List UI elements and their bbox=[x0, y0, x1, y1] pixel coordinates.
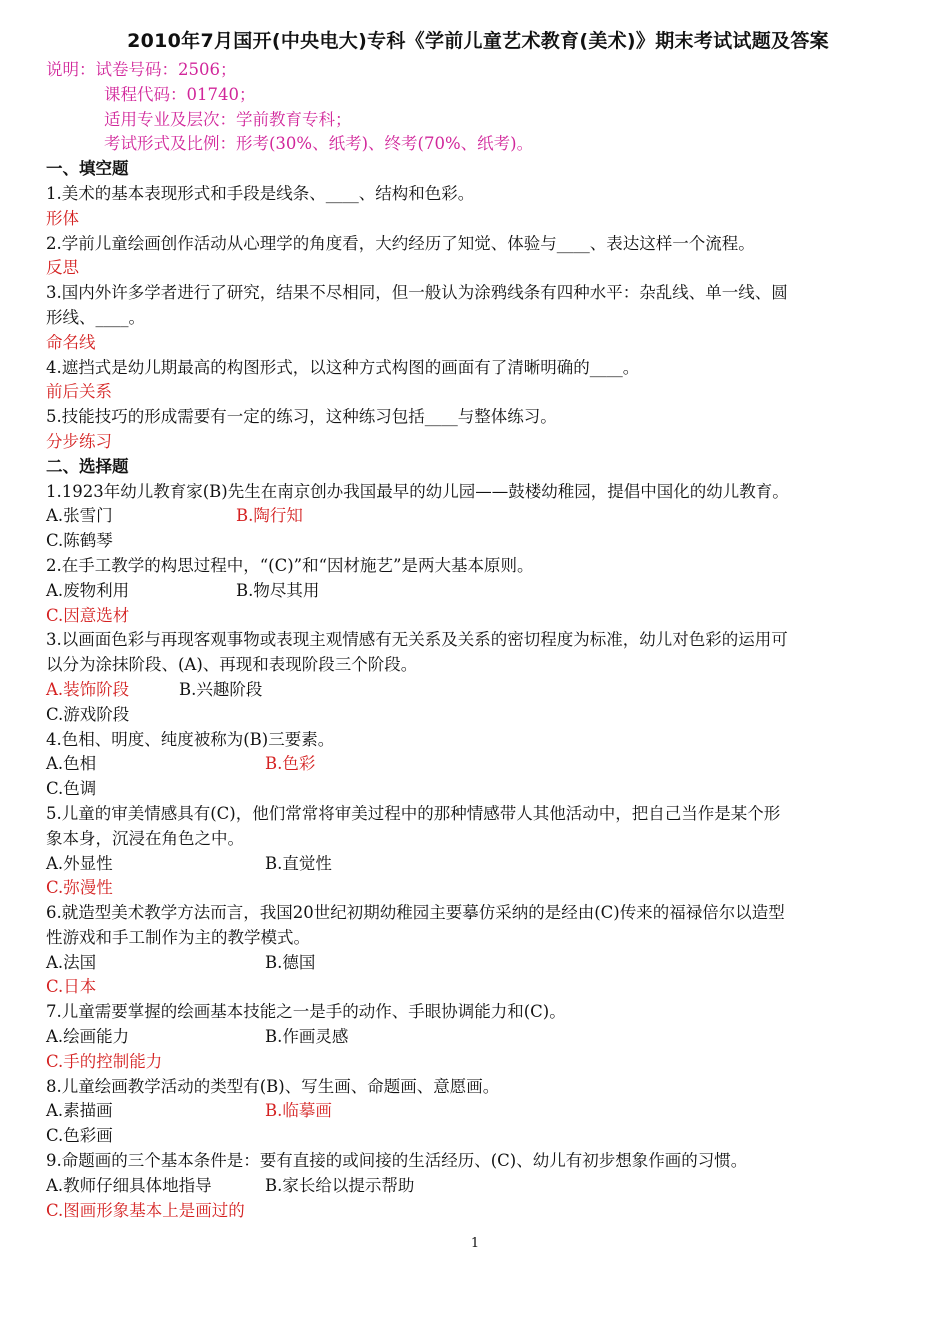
option-c: C.色调 bbox=[46, 779, 97, 799]
option-a-correct: A.装饰阶段 bbox=[46, 679, 130, 699]
option-b: B.物尽其用 bbox=[236, 580, 320, 600]
choice-question-9: 9.命题画的三个基本条件是：要有直接的或间接的生活经历、(C)、幼儿有初步想象作画的习惯。 bbox=[46, 1151, 748, 1171]
choice-options-9 bbox=[46, 1174, 910, 1199]
fill-question-4: 4.遮挡式是幼儿期最高的构图形式，以这种方式构图的画面有了清晰明确的____。 bbox=[46, 357, 640, 377]
option-b: B.直觉性 bbox=[265, 853, 332, 873]
choice-question-5-line-1: 5.儿童的审美情感具有(C)，他们常常将审美过程中的那种情感带人其他活动中，把自己当作是某个形 bbox=[46, 803, 781, 823]
page-title: 2010年7月国开(中央电大)专科《学前儿童艺术教育(美术)》期末考试试题及答案 bbox=[127, 30, 829, 52]
choice-options-3 bbox=[46, 678, 910, 703]
option-c-correct: C.因意选材 bbox=[46, 605, 130, 625]
option-a: A.外显性 bbox=[46, 853, 113, 873]
option-c-correct: C.弥漫性 bbox=[46, 878, 113, 898]
option-b: B.兴趣阶段 bbox=[179, 679, 263, 699]
exam-note-major: 适用专业及层次：学前教育专科； bbox=[104, 109, 352, 129]
choice-options-5 bbox=[46, 852, 910, 877]
fill-question-3-line-2: 形线、____。 bbox=[46, 307, 145, 327]
option-a: A.素描画 bbox=[46, 1101, 113, 1121]
choice-question-3-line-2: 以分为涂抹阶段、(A)、再现和表现阶段三个阶段。 bbox=[46, 655, 418, 675]
choice-options-7 bbox=[46, 1025, 910, 1050]
option-a: A.色相 bbox=[46, 754, 97, 774]
fill-question-5: 5.技能技巧的形成需要有一定的练习，这种练习包括____与整体练习。 bbox=[46, 407, 557, 427]
choice-options-4 bbox=[46, 752, 910, 777]
option-c: C.色彩画 bbox=[46, 1126, 113, 1146]
fill-answer-3: 命名线 bbox=[46, 332, 96, 352]
fill-question-3-line-1: 3.国内外许多学者进行了研究，结果不尽相同，但一般认为涂鸦线条有四种水平：杂乱线、单一线、圆 bbox=[46, 283, 788, 303]
option-c: C.陈鹤琴 bbox=[46, 531, 113, 551]
choice-question-5-line-2: 象本身，沉浸在角色之中。 bbox=[46, 828, 244, 848]
option-c-correct: C.图画形象基本上是画过的 bbox=[46, 1200, 245, 1220]
option-a: A.法国 bbox=[46, 952, 97, 972]
option-c: C.游戏阶段 bbox=[46, 704, 130, 724]
option-c-correct: C.日本 bbox=[46, 977, 97, 997]
choice-question-7: 7.儿童需要掌握的绘画基本技能之一是手的动作、手眼协调能力和(C)。 bbox=[46, 1002, 566, 1022]
fill-question-2: 2.学前儿童绘画创作活动从心理学的角度看，大约经历了知觉、体验与____、表达这样一个流程。 bbox=[46, 233, 755, 253]
choice-question-6-line-2: 性游戏和手工制作为主的教学模式。 bbox=[46, 927, 310, 947]
choice-question-8: 8.儿童绘画教学活动的类型有(B)、写生画、命题画、意愿画。 bbox=[46, 1076, 500, 1096]
option-b: B.作画灵感 bbox=[265, 1027, 349, 1047]
choice-question-1: 1.1923年幼儿教育家(B)先生在南京创办我国最早的幼儿园——鼓楼幼稚园，提倡中国化的幼儿教育。 bbox=[46, 481, 789, 501]
choice-options-1 bbox=[46, 504, 910, 529]
choice-options-2 bbox=[46, 579, 910, 604]
section-heading-choice: 二、选择题 bbox=[46, 456, 129, 476]
option-c-correct: C.手的控制能力 bbox=[46, 1051, 163, 1071]
choice-question-3-line-1: 3.以画面色彩与再现客观事物或表现主观情感有无关系及关系的密切程度为标准，幼儿对色彩的运用可 bbox=[46, 630, 788, 650]
choice-question-2: 2.在手工教学的构思过程中，“(C)”和“因材施艺”是两大基本原则。 bbox=[46, 555, 534, 575]
exam-note-paper-number: 说明：试卷号码：2506； bbox=[46, 60, 237, 79]
choice-question-4: 4.色相、明度、纯度被称为(B)三要素。 bbox=[46, 729, 335, 749]
fill-answer-4: 前后关系 bbox=[46, 382, 112, 402]
fill-answer-5: 分步练习 bbox=[46, 431, 112, 451]
option-b-correct: B.临摹画 bbox=[265, 1101, 332, 1121]
page-number: 1 bbox=[470, 1236, 480, 1251]
option-a: A.废物利用 bbox=[46, 580, 130, 600]
choice-options-6 bbox=[46, 951, 910, 976]
exam-note-format: 考试形式及比例：形考(30%、纸考)、终考(70%、纸考)。 bbox=[104, 134, 534, 154]
option-b: B.德国 bbox=[265, 952, 316, 972]
option-b: B.家长给以提示帮助 bbox=[265, 1175, 415, 1195]
option-b-correct: B.色彩 bbox=[265, 754, 316, 774]
fill-answer-1: 形体 bbox=[46, 208, 79, 228]
exam-note-course-code: 课程代码：01740； bbox=[104, 84, 256, 104]
option-a: A.教师仔细具体地指导 bbox=[46, 1175, 212, 1195]
option-a: A.绘画能力 bbox=[46, 1027, 130, 1047]
fill-question-1: 1.美术的基本表现形式和手段是线条、____、结构和色彩。 bbox=[46, 183, 475, 203]
option-b-correct: B.陶行知 bbox=[236, 506, 303, 526]
choice-question-6-line-1: 6.就造型美术教学方法而言，我国20世纪初期幼稚园主要摹仿采纳的是经由(C)传来的福禄倍尔以造型 bbox=[46, 903, 785, 923]
option-a: A.张雪门 bbox=[46, 506, 113, 526]
section-heading-fill-blank: 一、填空题 bbox=[46, 159, 129, 179]
choice-options-8 bbox=[46, 1099, 910, 1124]
fill-answer-2: 反思 bbox=[46, 258, 79, 278]
